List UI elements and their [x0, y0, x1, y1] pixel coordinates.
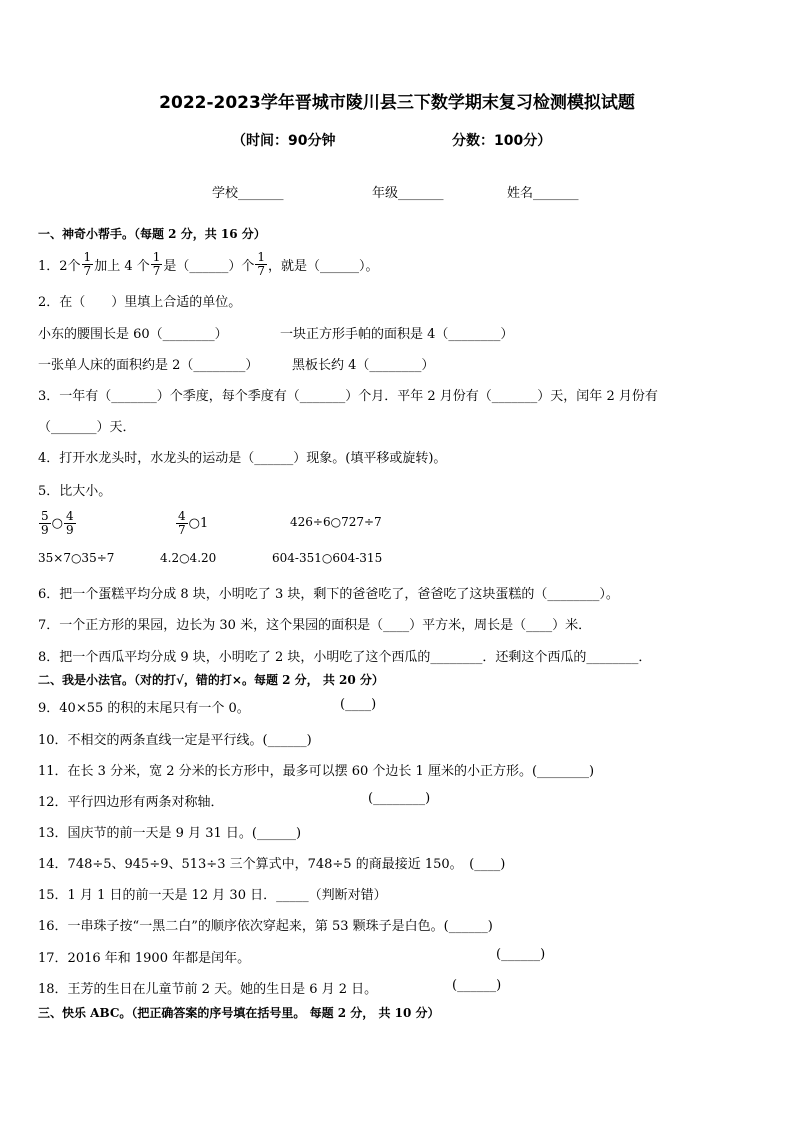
- question-10: 10．不相交的两条直线一定是平行线。(______): [38, 733, 312, 748]
- question-2d: 黑板长约 4（________）: [292, 358, 435, 373]
- fraction: [255, 251, 267, 278]
- page-title: 2022-2023学年晋城市陵川县三下数学期末复习检测模拟试题: [159, 93, 635, 113]
- q1-text-pre: 1．2个: [38, 258, 81, 274]
- question-3b: （_______）天．: [38, 420, 136, 435]
- fraction: [64, 510, 76, 537]
- fraction: [176, 510, 188, 537]
- question-9: 9．40×55 的积的末尾只有一个 0。: [38, 701, 250, 716]
- numerator: 1: [257, 249, 266, 264]
- name-field: 姓名_______: [507, 186, 579, 201]
- question-5a: [38, 503, 77, 543]
- question-3a: 3．一年有（_______）个季度，每个季度有（_______）个月．平年 2 月份有（_______）天，闰年 2 月份有: [38, 389, 658, 404]
- denominator: 7: [178, 522, 186, 537]
- denominator: 7: [152, 263, 161, 278]
- question-14: 14．748÷5、945÷9、513÷3 三个算式中，748÷5 的商最接近 150。 (____): [38, 857, 506, 872]
- exam-score: 分数：100分）: [452, 133, 552, 149]
- grade-field: 年级_______: [372, 186, 444, 201]
- q1-text-mid1: 加上 4 个: [94, 258, 150, 274]
- question-6: 6．把一个蛋糕平均分成 8 块，小明吃了 3 块，剩下的爸爸吃了，爸爸吃了这块蛋糕的（________）。: [38, 587, 619, 602]
- question-12: 12．平行四边形有两条对称轴．: [38, 795, 224, 810]
- numerator: 1: [152, 249, 161, 264]
- denominator: 9: [41, 522, 49, 537]
- numerator: 4: [65, 508, 74, 523]
- q1-text-mid2: 是（______）个: [163, 258, 255, 274]
- fraction: [151, 251, 163, 278]
- question-1: [38, 244, 379, 284]
- numerator: 1: [83, 249, 92, 264]
- denominator: 7: [257, 263, 266, 278]
- question-5f: 604-351○604-315: [272, 551, 383, 565]
- question-5d: 35×7○35÷7: [38, 551, 115, 565]
- question-16: 16．一串珠子按“一黑二白”的顺序依次穿起来，第 53 颗珠子是白色。(______): [38, 919, 493, 934]
- question-11: 11．在长 3 分米，宽 2 分米的长方形中，最多可以摆 60 个边长 1 厘米的小正方形。(________): [38, 764, 595, 779]
- exam-time: （时间：90分钟: [232, 133, 336, 149]
- fraction: [39, 510, 51, 537]
- question-18-answer: (______): [452, 978, 502, 993]
- numerator: 5: [41, 508, 49, 523]
- section-1-heading: 一、神奇小帮手。（每题 2 分，共 16 分）: [38, 227, 266, 241]
- question-5e: 4.2○4.20: [160, 551, 217, 565]
- section-2-heading: 二、我是小法官。（对的打√，错的打×。每题 2 分， 共 20 分）: [38, 673, 384, 687]
- question-2: 2．在（ ）里填上合适的单位。: [38, 295, 242, 310]
- question-2c: 一张单人床的面积约是 2（________）: [38, 358, 259, 373]
- question-17: 17．2016 年和 1900 年都是闰年。: [38, 951, 251, 966]
- question-5: 5．比大小。: [38, 484, 112, 499]
- question-18: 18．王芳的生日在儿童节前 2 天。她的生日是 6 月 2 日。: [38, 982, 378, 997]
- section-3-heading: 三、快乐 ABC。（把正确答案的序号填在括号里。 每题 2 分， 共 10 分）: [38, 1006, 440, 1020]
- compare-circle: ○: [51, 515, 63, 531]
- question-2a: 小东的腰围长是 60（________）: [38, 327, 228, 342]
- denominator: 9: [65, 522, 74, 537]
- question-9-answer: (____): [340, 697, 377, 712]
- numerator: 4: [178, 508, 186, 523]
- question-12-answer: (________): [368, 791, 431, 806]
- question-17-answer: (______): [496, 947, 546, 962]
- question-13: 13．国庆节的前一天是 9 月 31 日。(______): [38, 826, 302, 841]
- question-4: 4．打开水龙头时，水龙头的运动是（______）现象。(填平移或旋转)。: [38, 451, 447, 466]
- question-2b: 一块正方形手帕的面积是 4（________）: [280, 327, 514, 342]
- question-7: 7．一个正方形的果园，边长为 30 米，这个果园的面积是（____）平方米，周长是（____）米．: [38, 618, 592, 633]
- school-field: 学校_______: [212, 186, 284, 201]
- fraction: [82, 251, 94, 278]
- question-8: 8．把一个西瓜平均分成 9 块，小明吃了 2 块，小明吃了这个西瓜的________．还剩这个西瓜的________．: [38, 650, 652, 665]
- question-15: 15．1 月 1 日的前一天是 12 月 30 日．_____（判断对错）: [38, 888, 387, 903]
- question-5c: 426÷6○727÷7: [290, 515, 382, 529]
- denominator: 7: [83, 263, 92, 278]
- q1-text-post: ，就是（______）。: [268, 258, 379, 274]
- question-5b: [175, 503, 208, 543]
- q5b-rest: ○1: [188, 515, 209, 531]
